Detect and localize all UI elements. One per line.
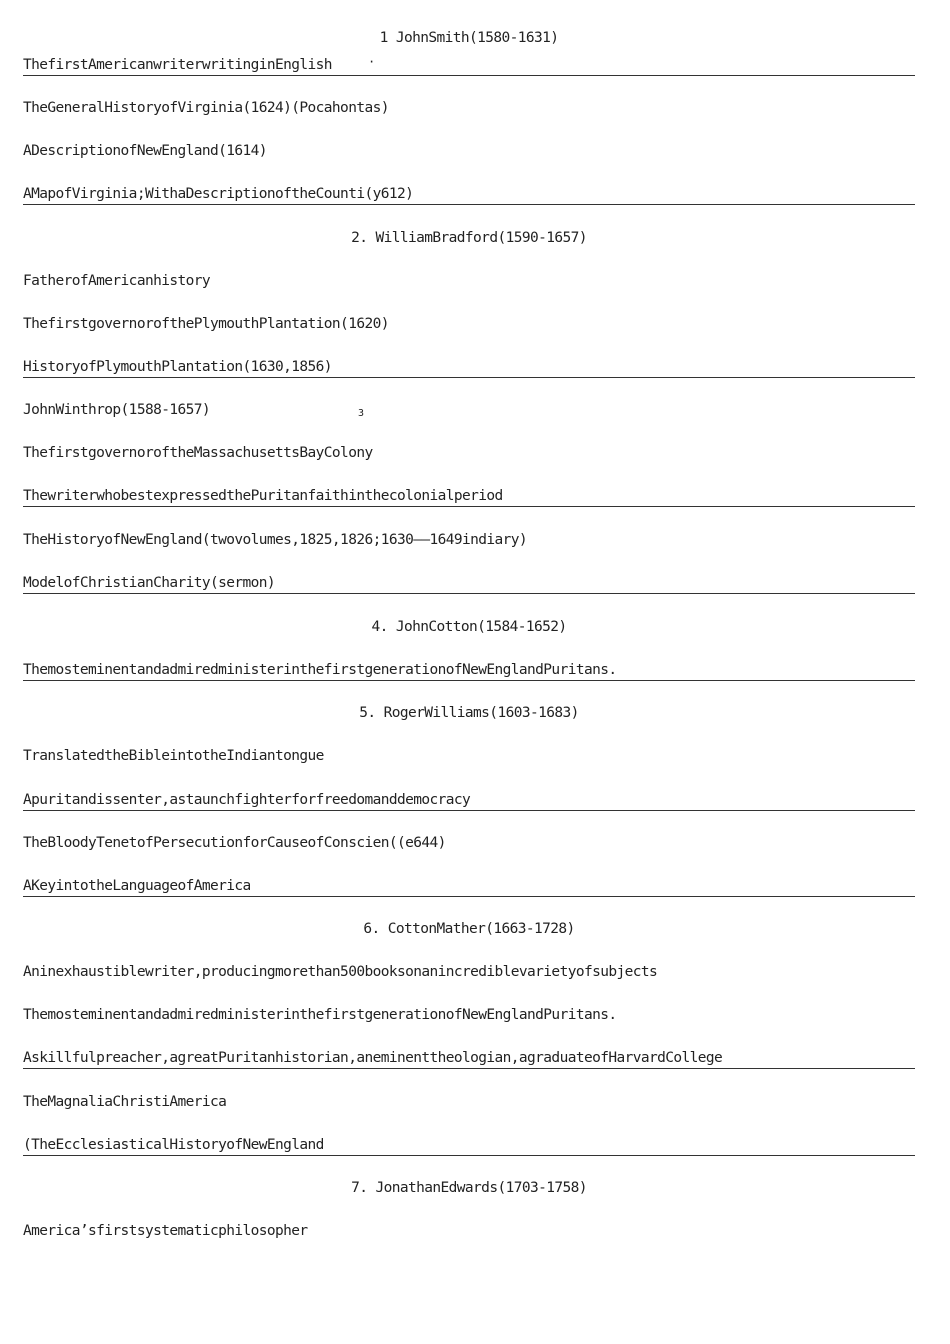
heading-jonathan-edwards: 7. JonathanEdwards(1703-1758) [351,1180,587,1196]
text-line: HistoryofPlymouthPlantation(1630,1856) [23,357,915,378]
heading-john-smith: 1 JohnSmith(1580-1631) [379,30,559,46]
text-line: Apuritandissenter,astaunchfighterforfreedomanddemocracy [23,790,915,811]
stray-dot: · [368,55,376,69]
text-line: Askillfulpreacher,agreatPuritanhistorian,aneminenttheologian,agraduateofHarvardCollege [23,1048,915,1069]
heading-cotton-mather: 6. CottonMather(1663-1728) [363,921,575,937]
stray-number-3: 3 [358,408,365,419]
text-line: FatherofAmericanhistory [23,273,210,289]
text-line: ThemosteminentandadmiredministerinthefirstgenerationofNewEnglandPuritans. [23,1007,617,1023]
text-line: AKeyintotheLanguageofAmerica [23,876,915,897]
heading-roger-williams: 5. RogerWilliams(1603-1683) [359,705,579,721]
text-line: ThefirstgovernoroftheMassachusettsBayColony [23,445,373,461]
text-line: Aninexhaustiblewriter,producingmorethan500booksonanincrediblevarietyofsubjects [23,964,658,980]
heading-john-winthrop: JohnWinthrop(1588-1657) [23,402,210,418]
text-line: ThemosteminentandadmiredministerinthefirstgenerationofNewEnglandPuritans. [23,660,915,681]
text-line: TheGeneralHistoryofVirginia(1624)(Pocahontas) [23,100,389,116]
heading-john-cotton: 4. JohnCotton(1584-1652) [371,619,567,635]
text-line: AMapofVirginia;WithaDescriptionoftheCounti(y612) [23,184,915,205]
text-line: America’sfirstsystematicphilosopher [23,1223,308,1239]
text-line: TheMagnaliaChristiAmerica [23,1094,227,1110]
text-line: TranslatedtheBibleintotheIndiantongue [23,748,324,764]
text-line: ADescriptionofNewEngland(1614) [23,143,267,159]
text-line: ModelofChristianCharity(sermon) [23,573,915,594]
heading-william-bradford: 2. WilliamBradford(1590-1657) [351,230,587,246]
text-line: TheHistoryofNewEngland(twovolumes,1825,1826;1630——1649indiary) [23,532,528,548]
text-line: ThefirstAmericanwriterwritinginEnglish [23,55,915,76]
text-line: TheBloodyTenetofPersecutionforCauseofConscien((e644) [23,835,446,851]
text-line: ThewriterwhobestexpressedthePuritanfaithinthecolonialperiod [23,486,915,507]
text-line: ThefirstgovernorofthePlymouthPlantation(1620) [23,316,389,332]
text-line: (TheEcclesiasticalHistoryofNewEngland [23,1135,915,1156]
